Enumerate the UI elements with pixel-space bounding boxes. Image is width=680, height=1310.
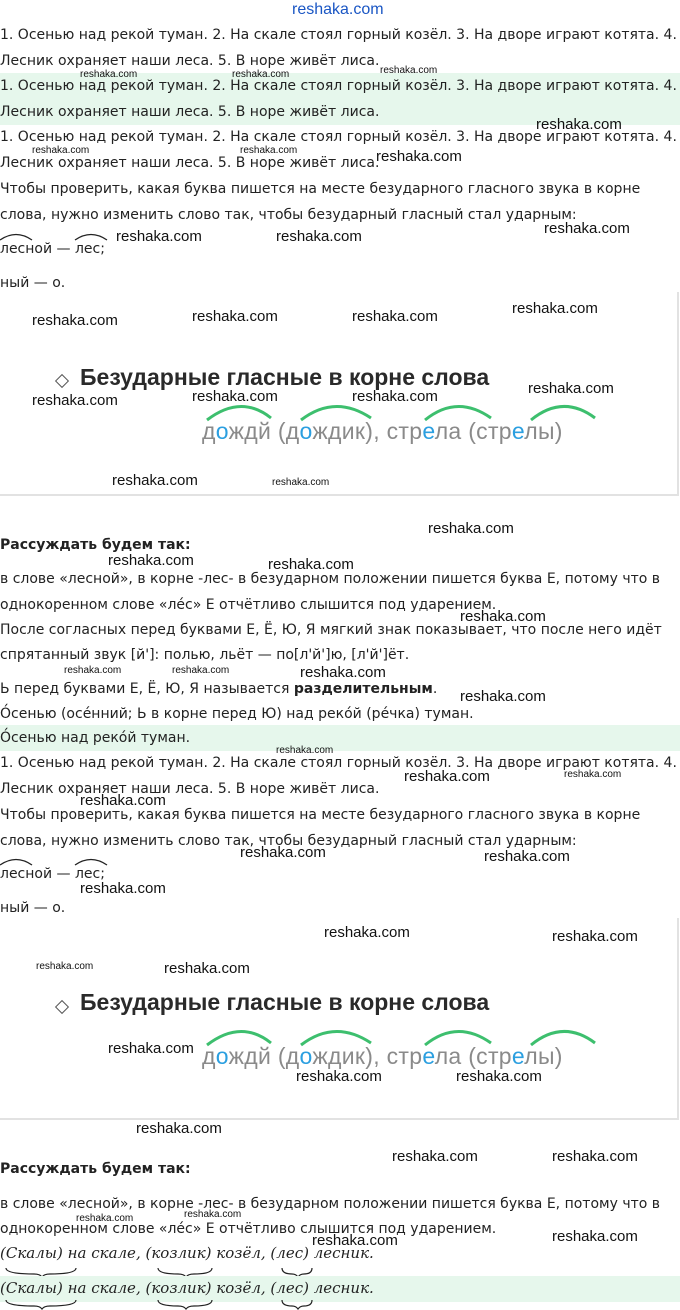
watermark: reshaka.com	[460, 608, 546, 625]
watermark: reshaka.com	[460, 688, 546, 705]
card-example-2: дождй (дождик), стрела (стрелы)	[202, 1043, 563, 1069]
watermark-small: reshaka.com	[36, 961, 94, 972]
rule-line4: ный — о.	[0, 275, 66, 291]
watermark: reshaka.com	[112, 472, 198, 489]
reasoning-p1-line1-b2: в слове «лесной», в корне -лес- в безударном положении пишется буква Е, потому что в	[0, 1196, 661, 1212]
watermark: reshaka.com	[352, 388, 438, 405]
rule-line2-b2: слова, нужно изменить слово так, чтобы безударный гласный стал ударным:	[0, 833, 577, 849]
watermark-small: reshaka.com	[232, 69, 290, 80]
sentences-line1-hl: 1. Осенью над рекой туман. 2. На скале стоял горный козёл. 3. На дворе играют котята. 4.	[0, 78, 677, 94]
watermark: reshaka.com	[32, 312, 118, 329]
sentences-line2-hl: Лесник охраняет наши леса. 5. В норе живёт лиса.	[0, 104, 380, 120]
watermark: reshaka.com	[404, 768, 490, 785]
sentences-line1-b2: 1. Осенью над рекой туман. 2. На скале стоял горный козёл. 3. На дворе играют котята. 4.	[0, 755, 677, 771]
rule-line2: слова, нужно изменить слово так, чтобы безударный гласный стал ударным:	[0, 207, 577, 223]
sentences-line2-b2: Лесник охраняет наши леса. 5. В норе живёт лиса.	[0, 781, 380, 797]
watermark: reshaka.com	[512, 300, 598, 317]
watermark: reshaka.com	[352, 308, 438, 325]
brace-marks-2	[0, 1298, 400, 1310]
root-mark-a: лес	[0, 237, 25, 261]
watermark: reshaka.com	[484, 848, 570, 865]
sentences-line1-repeat: 1. Осенью над рекой туман. 2. На скале стоял горный козёл. 3. На дворе играют котята. 4.	[0, 129, 677, 145]
watermark-small: reshaka.com	[76, 1213, 134, 1224]
watermark-small: reshaka.com	[32, 145, 90, 156]
sentences-line2-repeat: Лесник охраняет наши леса. 5. В норе живёт лиса.	[0, 155, 380, 171]
phrases-line: (Скалы) на скале, (козлик) козёл, (лес) лесник.	[0, 1244, 374, 1262]
rule-tail: ;	[100, 241, 105, 257]
watermark: reshaka.com	[108, 552, 194, 569]
watermark: reshaka.com	[192, 388, 278, 405]
watermark-small: reshaka.com	[276, 745, 334, 756]
card-example: дождй (дождик), стрела (стрелы)	[202, 418, 563, 444]
root-mark-b: лес	[75, 237, 100, 261]
watermark: reshaka.com	[276, 228, 362, 245]
rule-line1-b2: Чтобы проверить, какая буква пишется на месте безударного гласного звука в корне	[0, 807, 641, 823]
watermark: reshaka.com	[536, 116, 622, 133]
watermark: reshaka.com	[324, 924, 410, 941]
watermark: reshaka.com	[192, 308, 278, 325]
suffix-a: ной —	[25, 241, 75, 257]
reasoning-p1-line2: однокоренном слове «ле́с» Е отчётливо слышится под ударением.	[0, 597, 497, 613]
reasoning-heading: Рассуждать будем так:	[0, 537, 191, 553]
root-mark-b2: лес	[75, 862, 100, 886]
watermark: reshaka.com	[164, 960, 250, 977]
watermark: reshaka.com	[544, 220, 630, 237]
sentences-line1: 1. Осенью над рекой туман. 2. На скале стоял горный козёл. 3. На дворе играют котята. 4.	[0, 27, 677, 43]
watermark: reshaka.com	[300, 664, 386, 681]
watermark: reshaka.com	[80, 880, 166, 897]
watermark: reshaka.com	[552, 928, 638, 945]
watermark-small: reshaka.com	[272, 477, 330, 488]
reasoning-p4: О́сенью (осе́нний; Ь в корне перед Ю) над реко́й (ре́чка) туман.	[0, 706, 474, 722]
reasoning-p2-line2: спрятанный звук [й']: полью, льёт — по[л'й']ю, [л'й']ёт.	[0, 647, 410, 663]
reasoning-p2-line1: После согласных перед буквами Е, Ё, Ю, Я мягкий знак показывает, что после него идёт	[0, 622, 662, 638]
watermark: reshaka.com	[136, 1120, 222, 1137]
card-title: Безударные гласные в корне слова	[80, 364, 490, 390]
watermark: reshaka.com	[456, 1068, 542, 1085]
reasoning-p1-line1: в слове «лесной», в корне -лес- в безударном положении пишется буква Е, потому что в	[0, 571, 661, 587]
watermark-top: reshaka.com	[292, 1, 384, 18]
phrases-line-answer: (Скалы) на скале, (козлик) козёл, (лес) лесник.	[0, 1279, 374, 1297]
reasoning-p3: Ь перед буквами Е, Ё, Ю, Я называется разделительным.	[0, 681, 438, 697]
rule-line4-b2: ный — о.	[0, 900, 66, 916]
rule-tail2: ;	[100, 866, 105, 882]
watermark: reshaka.com	[80, 792, 166, 809]
watermark: reshaka.com	[240, 844, 326, 861]
card-title-2: Безударные гласные в корне слова	[80, 989, 490, 1015]
watermark: reshaka.com	[552, 1148, 638, 1165]
watermark: reshaka.com	[392, 1148, 478, 1165]
reasoning-heading-2: Рассуждать будем так:	[0, 1161, 191, 1177]
rule-example	[0, 237, 105, 261]
answer-sentence: О́сенью над реко́й туман.	[0, 730, 191, 746]
watermark: reshaka.com	[268, 556, 354, 573]
sentences-line2: Лесник охраняет наши леса. 5. В норе живёт лиса.	[0, 53, 380, 69]
reasoning-p1-line2-b2: однокоренном слове «ле́с» Е отчётливо слышится под ударением.	[0, 1221, 497, 1237]
rule-card-2	[0, 918, 679, 1120]
root-mark-a2: лес	[0, 862, 25, 886]
watermark: reshaka.com	[376, 148, 462, 165]
watermark-small: reshaka.com	[564, 769, 622, 780]
watermark: reshaka.com	[116, 228, 202, 245]
suffix-a2: ной —	[25, 866, 75, 882]
watermark: reshaka.com	[108, 1040, 194, 1057]
watermark-small: reshaka.com	[64, 665, 122, 676]
rule-line1: Чтобы проверить, какая буква пишется на месте безударного гласного звука в корне	[0, 181, 641, 197]
watermark-small: reshaka.com	[172, 665, 230, 676]
watermark-small: reshaka.com	[380, 65, 438, 76]
watermark-small: reshaka.com	[184, 1209, 242, 1220]
watermark-small: reshaka.com	[240, 145, 298, 156]
watermark: reshaka.com	[528, 380, 614, 397]
watermark: reshaka.com	[428, 520, 514, 537]
watermark: reshaka.com	[296, 1068, 382, 1085]
watermark-small: reshaka.com	[80, 69, 138, 80]
watermark: reshaka.com	[552, 1228, 638, 1245]
watermark: reshaka.com	[32, 392, 118, 409]
watermark: reshaka.com	[312, 1232, 398, 1249]
